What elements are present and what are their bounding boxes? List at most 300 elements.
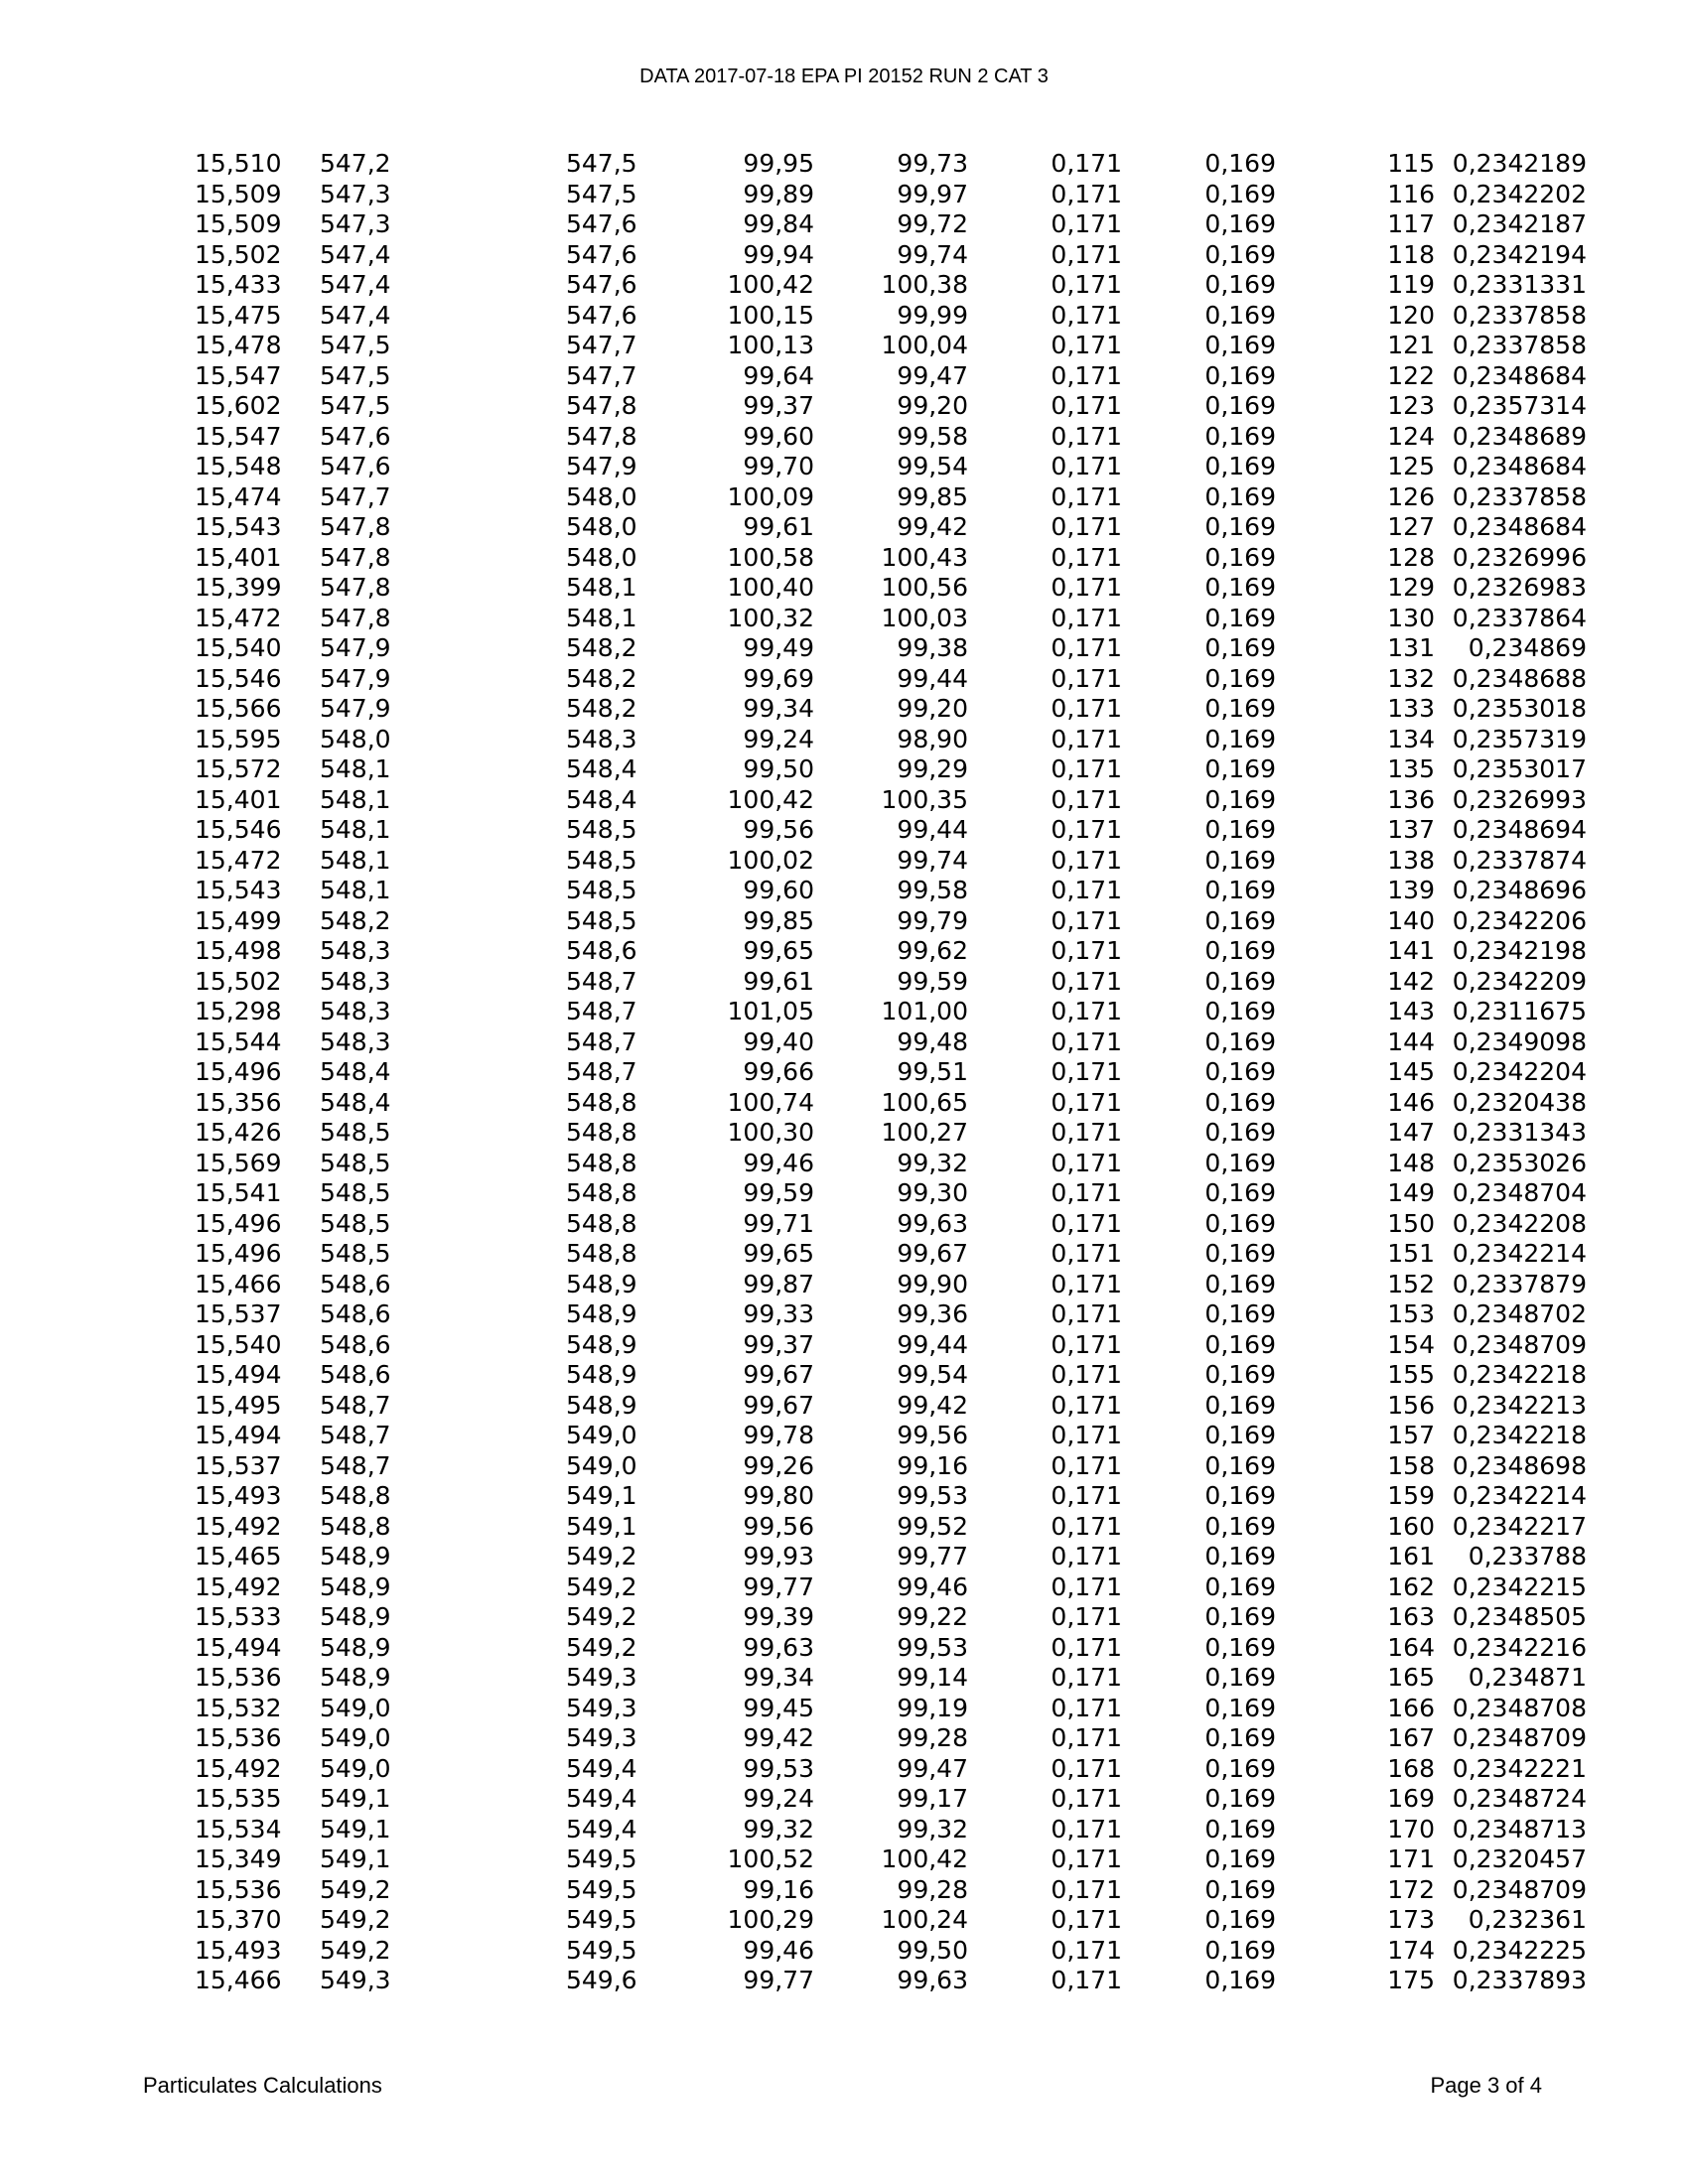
table-cell: 0,171	[1051, 1148, 1122, 1177]
table-cell: 0,169	[1204, 1571, 1276, 1601]
table-cell: 0,169	[1204, 1542, 1276, 1570]
table-cell: 160	[1387, 1511, 1435, 1541]
table-row	[189, 754, 1587, 785]
table-cell: 0,2353018	[1452, 694, 1587, 723]
table-cell: 15,474	[195, 481, 282, 511]
table-cell: 0,171	[1051, 845, 1122, 875]
table-cell: 0,171	[1051, 391, 1122, 420]
table-cell: 99,99	[897, 300, 968, 330]
table-cell: 99,36	[897, 1299, 968, 1328]
table-cell: 0,2342225	[1452, 1935, 1587, 1965]
table-cell: 548,7	[320, 1390, 391, 1420]
table-cell: 548,3	[320, 936, 391, 965]
table-cell: 0,2342214	[1452, 1239, 1587, 1268]
table-cell: 548,7	[320, 1450, 391, 1480]
table-cell: 99,79	[897, 905, 968, 935]
table-cell: 0,2342217	[1452, 1511, 1587, 1541]
table-cell: 0,2348689	[1452, 421, 1587, 451]
table-cell: 548,4	[320, 1087, 391, 1117]
table-cell: 99,56	[743, 815, 814, 844]
table-cell: 147	[1387, 1118, 1435, 1147]
table-cell: 549,6	[566, 1966, 637, 1994]
table-cell: 0,171	[1051, 603, 1122, 632]
table-cell: 0,169	[1204, 481, 1276, 511]
table-cell: 123	[1387, 391, 1435, 420]
table-cell: 0,169	[1204, 573, 1276, 602]
table-cell: 548,7	[566, 1026, 637, 1056]
table-cell: 0,169	[1204, 997, 1276, 1025]
table-cell: 99,53	[897, 1481, 968, 1510]
table-cell: 548,7	[566, 1057, 637, 1086]
table-cell: 548,9	[566, 1299, 637, 1328]
table-cell: 99,42	[897, 1390, 968, 1420]
table-cell: 141	[1387, 936, 1435, 965]
table-cell: 547,6	[320, 421, 391, 451]
table-cell: 549,3	[566, 1663, 637, 1692]
table-cell: 99,71	[743, 1208, 814, 1238]
table-cell: 99,16	[897, 1450, 968, 1480]
table-cell: 15,536	[195, 1663, 282, 1692]
table-cell: 548,0	[566, 512, 637, 541]
table-cell: 0,171	[1051, 270, 1122, 299]
table-cell: 153	[1387, 1299, 1435, 1328]
table-cell: 15,537	[195, 1299, 282, 1328]
table-cell: 548,4	[566, 784, 637, 814]
table-cell: 548,4	[320, 1057, 391, 1086]
table-cell: 549,2	[566, 1602, 637, 1631]
table-cell: 547,2	[320, 149, 391, 178]
table-cell: 548,1	[320, 845, 391, 875]
table-cell: 0,171	[1051, 1874, 1122, 1904]
table-cell: 99,85	[897, 481, 968, 511]
table-cell: 0,171	[1051, 1814, 1122, 1843]
table-cell: 548,7	[566, 997, 637, 1025]
table-cell: 142	[1387, 966, 1435, 996]
table-cell: 0,169	[1204, 1087, 1276, 1117]
table-cell: 0,169	[1204, 1663, 1276, 1692]
table-cell: 0,2337874	[1452, 845, 1587, 875]
table-cell: 15,543	[195, 512, 282, 541]
table-cell: 0,169	[1204, 360, 1276, 390]
table-cell: 0,169	[1204, 1421, 1276, 1449]
table-cell: 548,1	[320, 876, 391, 904]
table-cell: 15,536	[195, 1874, 282, 1904]
table-cell: 150	[1387, 1208, 1435, 1238]
table-cell: 0,169	[1204, 845, 1276, 875]
table-row	[189, 543, 1587, 574]
table-cell: 0,169	[1204, 1450, 1276, 1480]
table-cell: 100,24	[881, 1905, 968, 1934]
table-cell: 99,37	[743, 391, 814, 420]
table-cell: 0,169	[1204, 1118, 1276, 1147]
table-cell: 0,169	[1204, 1844, 1276, 1873]
table-cell: 548,1	[566, 573, 637, 602]
table-cell: 15,475	[195, 300, 282, 330]
table-cell: 0,171	[1051, 1844, 1122, 1873]
footer-title: Particulates Calculations	[143, 2073, 382, 2098]
table-row	[189, 785, 1587, 816]
table-cell: 549,3	[320, 1966, 391, 1994]
table-cell: 15,494	[195, 1632, 282, 1662]
table-cell: 548,1	[320, 784, 391, 814]
table-cell: 0,171	[1051, 1421, 1122, 1449]
table-cell: 0,169	[1204, 1026, 1276, 1056]
table-cell: 548,9	[320, 1571, 391, 1601]
table-cell: 0,2349098	[1452, 1026, 1587, 1056]
table-cell: 0,171	[1051, 209, 1122, 238]
table-cell: 549,2	[566, 1632, 637, 1662]
table-cell: 15,541	[195, 1178, 282, 1207]
table-cell: 132	[1387, 663, 1435, 693]
table-cell: 138	[1387, 845, 1435, 875]
table-row	[189, 876, 1587, 906]
table-cell: 0,169	[1204, 694, 1276, 723]
table-cell: 549,4	[566, 1753, 637, 1783]
table-cell: 136	[1387, 784, 1435, 814]
table-cell: 547,5	[320, 391, 391, 420]
table-cell: 99,90	[897, 1269, 968, 1298]
table-cell: 547,6	[566, 209, 637, 238]
table-cell: 0,2326996	[1452, 542, 1587, 572]
table-cell: 0,2342214	[1452, 1481, 1587, 1510]
table-cell: 100,74	[727, 1087, 814, 1117]
table-cell: 119	[1387, 270, 1435, 299]
table-cell: 547,6	[320, 452, 391, 480]
table-cell: 15,595	[195, 724, 282, 753]
table-cell: 0,169	[1204, 270, 1276, 299]
table-row	[189, 573, 1587, 604]
table-cell: 547,9	[566, 452, 637, 480]
table-cell: 0,171	[1051, 1481, 1122, 1510]
table-cell: 0,171	[1051, 754, 1122, 783]
table-cell: 548,7	[320, 1421, 391, 1449]
table-cell: 0,171	[1051, 360, 1122, 390]
table-row	[189, 1178, 1587, 1209]
table-cell: 0,169	[1204, 1814, 1276, 1843]
table-cell: 0,169	[1204, 239, 1276, 269]
table-cell: 0,171	[1051, 724, 1122, 753]
table-cell: 154	[1387, 1329, 1435, 1359]
table-cell: 173	[1387, 1905, 1435, 1934]
table-cell: 0,2311675	[1452, 997, 1587, 1025]
table-row	[189, 604, 1587, 634]
table-cell: 169	[1387, 1784, 1435, 1813]
table-cell: 547,5	[566, 149, 637, 178]
table-cell: 99,97	[897, 179, 968, 208]
table-cell: 547,3	[320, 209, 391, 238]
table-cell: 0,169	[1204, 1723, 1276, 1752]
table-cell: 0,171	[1051, 966, 1122, 996]
table-cell: 131	[1387, 633, 1435, 662]
table-cell: 99,80	[743, 1481, 814, 1510]
table-cell: 15,492	[195, 1511, 282, 1541]
table-cell: 15,546	[195, 815, 282, 844]
table-cell: 0,169	[1204, 905, 1276, 935]
table-cell: 0,171	[1051, 1269, 1122, 1298]
table-cell: 549,5	[566, 1905, 637, 1934]
table-cell: 99,61	[743, 512, 814, 541]
table-cell: 100,43	[881, 542, 968, 572]
table-cell: 0,2320438	[1452, 1087, 1587, 1117]
table-cell: 99,85	[743, 905, 814, 935]
table-cell: 171	[1387, 1844, 1435, 1873]
table-cell: 100,29	[727, 1905, 814, 1934]
table-cell: 0,2348713	[1452, 1814, 1587, 1843]
table-cell: 547,3	[320, 179, 391, 208]
table-cell: 127	[1387, 512, 1435, 541]
table-cell: 0,171	[1051, 1390, 1122, 1420]
table-cell: 99,20	[897, 391, 968, 420]
table-cell: 15,493	[195, 1481, 282, 1510]
table-cell: 128	[1387, 542, 1435, 572]
table-cell: 547,6	[566, 300, 637, 330]
table-cell: 99,26	[743, 1450, 814, 1480]
table-cell: 548,8	[566, 1239, 637, 1268]
table-row	[189, 361, 1587, 392]
table-cell: 0,171	[1051, 573, 1122, 602]
table-cell: 0,2348684	[1452, 360, 1587, 390]
table-cell: 100,09	[727, 481, 814, 511]
table-cell: 0,171	[1051, 815, 1122, 844]
table-cell: 139	[1387, 876, 1435, 904]
table-cell: 99,94	[743, 239, 814, 269]
table-cell: 0,171	[1051, 1663, 1122, 1692]
table-row	[189, 452, 1587, 482]
table-cell: 0,2348709	[1452, 1874, 1587, 1904]
table-cell: 99,38	[897, 633, 968, 662]
table-cell: 0,169	[1204, 331, 1276, 359]
table-cell: 548,9	[566, 1360, 637, 1389]
table-cell: 0,2357314	[1452, 391, 1587, 420]
table-cell: 0,169	[1204, 1784, 1276, 1813]
table-cell: 0,169	[1204, 1299, 1276, 1328]
table-cell: 15,534	[195, 1814, 282, 1843]
table-cell: 99,73	[897, 149, 968, 178]
table-cell: 129	[1387, 573, 1435, 602]
table-row	[189, 1572, 1587, 1603]
table-cell: 0,2342213	[1452, 1390, 1587, 1420]
table-cell: 15,494	[195, 1360, 282, 1389]
table-cell: 126	[1387, 481, 1435, 511]
table-cell: 99,32	[897, 1814, 968, 1843]
table-cell: 99,64	[743, 360, 814, 390]
table-cell: 99,65	[743, 1239, 814, 1268]
table-cell: 166	[1387, 1693, 1435, 1722]
table-cell: 15,540	[195, 633, 282, 662]
table-cell: 15,465	[195, 1542, 282, 1570]
table-cell: 15,401	[195, 542, 282, 572]
table-row	[189, 240, 1587, 271]
table-cell: 0,169	[1204, 1632, 1276, 1662]
table-cell: 15,492	[195, 1753, 282, 1783]
table-cell: 120	[1387, 300, 1435, 330]
table-cell: 0,171	[1051, 1239, 1122, 1268]
table-cell: 0,169	[1204, 1390, 1276, 1420]
table-row	[189, 1270, 1587, 1300]
table-cell: 0,171	[1051, 784, 1122, 814]
table-cell: 0,169	[1204, 391, 1276, 420]
table-cell: 15,496	[195, 1057, 282, 1086]
table-cell: 99,77	[743, 1571, 814, 1601]
table-cell: 100,27	[881, 1118, 968, 1147]
table-cell: 0,169	[1204, 784, 1276, 814]
table-cell: 547,7	[320, 481, 391, 511]
table-cell: 549,5	[566, 1874, 637, 1904]
table-row	[189, 1451, 1587, 1482]
table-cell: 547,4	[320, 239, 391, 269]
table-cell: 548,1	[320, 754, 391, 783]
table-cell: 0,169	[1204, 1481, 1276, 1510]
table-cell: 547,8	[320, 603, 391, 632]
table-row	[189, 209, 1587, 240]
table-row	[189, 1784, 1587, 1815]
table-cell: 99,19	[897, 1693, 968, 1722]
table-cell: 0,2342204	[1452, 1057, 1587, 1086]
table-cell: 15,349	[195, 1844, 282, 1873]
table-cell: 99,56	[743, 1511, 814, 1541]
table-cell: 549,0	[320, 1723, 391, 1752]
table-cell: 0,169	[1204, 1239, 1276, 1268]
table-cell: 15,401	[195, 784, 282, 814]
table-cell: 15,510	[195, 149, 282, 178]
table-row	[189, 664, 1587, 695]
table-cell: 547,5	[320, 360, 391, 390]
table-cell: 148	[1387, 1148, 1435, 1177]
table-cell: 15,543	[195, 876, 282, 904]
table-cell: 0,2337864	[1452, 603, 1587, 632]
table-cell: 0,169	[1204, 663, 1276, 693]
table-cell: 0,169	[1204, 815, 1276, 844]
table-cell: 99,46	[897, 1571, 968, 1601]
table-cell: 99,67	[897, 1239, 968, 1268]
table-cell: 15,496	[195, 1208, 282, 1238]
table-cell: 0,171	[1051, 512, 1122, 541]
table-cell: 99,40	[743, 1026, 814, 1056]
table-cell: 99,54	[897, 452, 968, 480]
table-cell: 548,8	[566, 1208, 637, 1238]
page-header-title: DATA 2017-07-18 EPA PI 20152 RUN 2 CAT 3	[639, 66, 1049, 87]
table-cell: 548,9	[320, 1602, 391, 1631]
table-cell: 549,3	[566, 1693, 637, 1722]
table-cell: 99,53	[743, 1753, 814, 1783]
table-cell: 144	[1387, 1026, 1435, 1056]
table-cell: 548,2	[566, 694, 637, 723]
table-cell: 99,49	[743, 633, 814, 662]
table-cell: 0,2342194	[1452, 239, 1587, 269]
table-cell: 99,22	[897, 1602, 968, 1631]
table-cell: 549,4	[566, 1784, 637, 1813]
table-cell: 157	[1387, 1421, 1435, 1449]
table-cell: 0,234869	[1468, 633, 1587, 662]
table-row	[189, 1209, 1587, 1240]
table-cell: 0,169	[1204, 149, 1276, 178]
table-cell: 547,4	[320, 300, 391, 330]
table-cell: 548,3	[566, 724, 637, 753]
table-cell: 15,548	[195, 452, 282, 480]
table-cell: 0,171	[1051, 542, 1122, 572]
table-cell: 0,169	[1204, 876, 1276, 904]
table-cell: 0,2342198	[1452, 936, 1587, 965]
table-cell: 15,572	[195, 754, 282, 783]
table-cell: 130	[1387, 603, 1435, 632]
table-cell: 99,62	[897, 936, 968, 965]
table-cell: 548,9	[566, 1390, 637, 1420]
table-cell: 155	[1387, 1360, 1435, 1389]
table-cell: 99,63	[743, 1632, 814, 1662]
table-cell: 149	[1387, 1178, 1435, 1207]
table-cell: 0,2348708	[1452, 1693, 1587, 1722]
table-cell: 99,93	[743, 1542, 814, 1570]
table-cell: 125	[1387, 452, 1435, 480]
table-cell: 15,547	[195, 421, 282, 451]
table-cell: 0,171	[1051, 1360, 1122, 1389]
table-row	[189, 512, 1587, 543]
table-cell: 548,5	[566, 876, 637, 904]
table-cell: 0,169	[1204, 1148, 1276, 1177]
table-cell: 15,602	[195, 391, 282, 420]
table-cell: 99,70	[743, 452, 814, 480]
table-cell: 548,5	[320, 1118, 391, 1147]
table-cell: 547,8	[320, 573, 391, 602]
table-cell: 0,171	[1051, 452, 1122, 480]
table-cell: 549,0	[320, 1693, 391, 1722]
table-cell: 134	[1387, 724, 1435, 753]
table-cell: 137	[1387, 815, 1435, 844]
table-cell: 15,544	[195, 1026, 282, 1056]
table-cell: 99,34	[743, 1663, 814, 1692]
table-cell: 99,17	[897, 1784, 968, 1813]
table-cell: 15,399	[195, 573, 282, 602]
table-cell: 549,5	[566, 1935, 637, 1965]
table-cell: 99,53	[897, 1632, 968, 1662]
table-cell: 548,5	[320, 1239, 391, 1268]
table-cell: 548,2	[566, 633, 637, 662]
table-cell: 99,89	[743, 179, 814, 208]
table-cell: 99,50	[743, 754, 814, 783]
table-cell: 118	[1387, 239, 1435, 269]
table-row	[189, 633, 1587, 664]
table-cell: 0,171	[1051, 1693, 1122, 1722]
table-cell: 99,46	[743, 1935, 814, 1965]
table-cell: 548,9	[320, 1663, 391, 1692]
table-cell: 99,77	[743, 1966, 814, 1994]
table-cell: 549,1	[566, 1511, 637, 1541]
table-row	[189, 1633, 1587, 1664]
table-cell: 0,171	[1051, 1542, 1122, 1570]
table-cell: 0,2342218	[1452, 1360, 1587, 1389]
table-cell: 0,2353017	[1452, 754, 1587, 783]
table-row	[189, 1149, 1587, 1179]
table-cell: 146	[1387, 1087, 1435, 1117]
table-cell: 0,2342187	[1452, 209, 1587, 238]
table-cell: 99,14	[897, 1663, 968, 1692]
table-cell: 99,67	[743, 1360, 814, 1389]
table-row	[189, 1694, 1587, 1724]
table-cell: 15,532	[195, 1693, 282, 1722]
table-cell: 549,4	[566, 1814, 637, 1843]
table-cell: 15,493	[195, 1935, 282, 1965]
table-cell: 0,171	[1051, 1026, 1122, 1056]
table-cell: 548,5	[320, 1208, 391, 1238]
table-cell: 163	[1387, 1602, 1435, 1631]
table-cell: 0,2342189	[1452, 149, 1587, 178]
table-cell: 99,34	[743, 694, 814, 723]
table-cell: 0,2348684	[1452, 452, 1587, 480]
data-table	[189, 149, 1587, 1996]
table-cell: 549,3	[566, 1723, 637, 1752]
table-cell: 0,169	[1204, 452, 1276, 480]
table-row	[189, 482, 1587, 513]
